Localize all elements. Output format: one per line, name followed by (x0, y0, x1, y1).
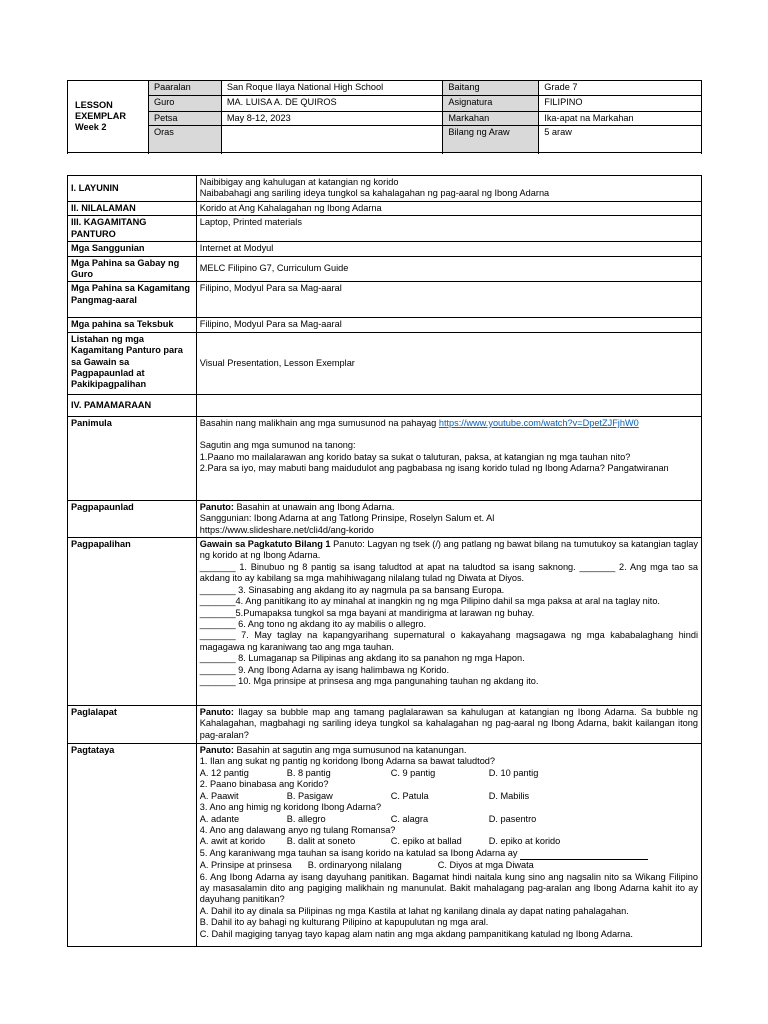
pangmag-value: Filipino, Modyul Para sa Mag-aaral (196, 282, 701, 318)
bilang-ng-araw-label: Bilang ng Araw (443, 126, 539, 153)
petsa-label: Petsa (148, 112, 221, 126)
gawain-item: _______ 7. May taglay na kapangyarihang supernatural o kakayahang magsagawa ng mga kababalaghang hindi magagawa ng karaniwang tao ang mga tauhan. (199, 630, 698, 652)
baitang-value: Grade 7 (539, 81, 702, 96)
lesson-plan-table (67, 175, 702, 947)
layunin-line-2: Naibabahagi ang sariling ideya tungkol sa kahalagahan ng pag-aaral ng Ibong Adarna (199, 188, 550, 199)
gawain-item: _______ 1. Binubuo ng 8 pantig sa isang taludtod at apat na taludtod sa isang saknong. _______ 2. Ang mga tao sa akdang ito ay kabilang sa mga mahihiwagang nilalang tulad ng Diwata at Diyos. (199, 561, 698, 584)
question-2: 2. Paano binabasa ang Korido? (199, 779, 329, 790)
kagamitan-label: III. KAGAMITANG PANTURO (68, 216, 197, 242)
gawain-item: _______ 3. Sinasabing ang akdang ito ay nagmula pa sa bansang Europa. (199, 584, 505, 595)
layunin-value (196, 176, 701, 202)
option: B. Pasigaw (286, 790, 333, 801)
pamamaraan-empty (196, 394, 701, 416)
gawain-item: _______4. Ang panitikang ito ay minahal at inangkin ng ng mga Pilipino dahil sa mga paksa at aral na taglay nito. (199, 596, 660, 607)
layunin-line-1: Naibibigay ang kahulugan at katangian ng korido (199, 177, 399, 187)
gawain-item: _______ 9. Ang Ibong Adarna ay isang halimbawa ng Korido. (199, 664, 450, 675)
option: B. allegro (286, 813, 326, 824)
question-4: 4. Ano ang dalawang anyo ng tulang Romansa? (199, 824, 396, 835)
option: D. 10 pantig (488, 767, 539, 778)
option: A. Prinsipe at prinsesa (199, 860, 292, 871)
listahan-label: Listahan ng mga Kagamitang Panturo para sa Gawain sa Pagpapaunlad at Pakikipagpalihan (68, 332, 197, 394)
gabay-label: Mga Pahina sa Gabay ng Guro (68, 256, 197, 282)
question-3: 3. Ano ang himig ng koridong Ibong Adarna? (199, 802, 382, 813)
exemplar-label: EXEMPLAR (75, 111, 127, 121)
layunin-label: I. LAYUNIN (68, 176, 197, 202)
guro-value: MA. LUISA A. DE QUIROS (221, 96, 443, 112)
option: A. 12 pantig (199, 767, 249, 778)
option: C. Patula (390, 790, 429, 801)
gabay-value: MELC Filipino G7, Curriculum Guide (196, 256, 701, 282)
sanggunian-value: Internet at Modyul (196, 242, 701, 256)
answer-blank[interactable] (520, 848, 648, 860)
kagamitan-value: Laptop, Printed materials (196, 216, 701, 242)
oras-value (221, 126, 443, 153)
question-6: 6. Ang Ibong Adarna ay isang dayuhang panitikan. Bagamat hindi naitala kung sino ang nagsalin nito sa Wikang Filipino ay masasalamin dito ang pagiging malikhain ng manunulat. Bakit mahalagang pag-aralan ang Ibong Adarna kahit ito ay dayuhang panitikan? (199, 871, 698, 905)
panuto-label: Panuto: (199, 501, 234, 512)
option: C. alagra (390, 813, 429, 824)
lesson-exemplar-label (68, 81, 149, 153)
option: C. Diyos at mga Diwata (437, 860, 534, 871)
question-6-option-a: A. Dahil ito ay dinala sa Pilipinas ng mga Kastila at lahat ng kanilang dinala ay dapat nating pahalagahan. (199, 905, 629, 916)
pagpapaunlad-value (196, 500, 701, 537)
pagpapalihan-label: Pagpapalihan (68, 538, 197, 706)
panimula-question-1: 1.Paano mo mailalarawan ang korido batay sa sukat o taluturan, paksa, at katangian ng mga tauhan nito? (199, 451, 631, 462)
pagpapaunlad-sanggunian: Sanggunian: Ibong Adarna at ang Tatlong Prinsipe, Roselyn Salum et. Al (199, 513, 495, 524)
option: B. 8 pantig (286, 767, 331, 778)
pamamaraan-label: IV. PAMAMARAAN (68, 394, 197, 416)
nilalaman-label: II. NILALAMAN (68, 202, 197, 216)
youtube-link[interactable]: https://www.youtube.com/watch?v=DpetZJFjhW0 (438, 417, 639, 428)
markahan-label: Markahan (443, 112, 539, 126)
spacer (200, 429, 698, 440)
option: B. dalit at soneto (286, 836, 356, 847)
option: D. Mabilis (488, 790, 530, 801)
slideshare-url: https://www.slideshare.net/cli4d/ang-korido (199, 524, 374, 535)
gawain-title: Gawain sa Pagkatuto Bilang 1 (199, 539, 331, 550)
panimula-question-intro: Sagutin ang mga sumunod na tanong: (199, 440, 356, 451)
question-1-options (200, 768, 698, 779)
question-5-options (200, 860, 698, 871)
option: C. 9 pantig (390, 767, 436, 778)
pagpapaunlad-label: Pagpapaunlad (68, 500, 197, 537)
question-1: 1. Ilan ang sukat ng pantig ng koridong Ibong Adarna sa bawat taludtod? (199, 756, 496, 767)
asignatura-value: FILIPINO (539, 96, 702, 112)
question-4-options (200, 836, 698, 847)
bilang-ng-araw-value: 5 araw (539, 126, 702, 153)
panimula-intro: Basahin nang malikhain ang mga sumusunod na pahayag (199, 417, 439, 428)
option: D. pasentro (488, 813, 537, 824)
gawain-item: _______ 8. Lumaganap sa Pilipinas ang akdang ito sa panahon ng mga Hapon. (199, 653, 525, 664)
teksbuk-value: Filipino, Modyul Para sa Mag-aaral (196, 318, 701, 332)
question-3-options (200, 814, 698, 825)
teksbuk-label: Mga pahina sa Teksbuk (68, 318, 197, 332)
lesson-label: LESSON (75, 99, 113, 110)
pagtataya-instruction: Basahin at sagutin ang mga sumusunod na katanungan. (233, 745, 467, 756)
gawain-item: _______ 10. Mga prinsipe at prinsesa ang mga pangunahing tauhan ng akdang ito. (199, 675, 539, 686)
pagtataya-value (196, 744, 701, 947)
markahan-value: Ika-apat na Markahan (539, 112, 702, 126)
sanggunian-label: Mga Sanggunian (68, 242, 197, 256)
question-2-options (200, 791, 698, 802)
paaralan-value: San Roque Ilaya National High School (221, 81, 443, 96)
option: A. Paawit (199, 790, 239, 801)
week-label: Week 2 (75, 122, 107, 133)
paglalapat-label: Paglalapat (68, 706, 197, 744)
baitang-label: Baitang (443, 81, 539, 96)
petsa-value: May 8-12, 2023 (221, 112, 443, 126)
paglalapat-instruction: Ilagay sa bubble map ang tamang paglalarawan sa kahulugan at katangian ng Ibong Adarna. Sa bubble ng Kahalagahan, magbahagi ng sariling ideya tungkol sa kahalagahan ng pag-aaral ng Ibong Adarna, bakit kailangan itong pag-aralan? (199, 707, 698, 740)
listahan-value: Visual Presentation, Lesson Exemplar (196, 332, 701, 394)
option: B. ordinaryong nilalang (307, 860, 402, 871)
panimula-question-2: 2.Para sa iyo, may mabuti bang maidudulot ang pagbabasa ng isang korido tulad ng Ibong Adarna? Pangatwiranan (199, 463, 669, 474)
panuto-label: Panuto: (199, 745, 234, 756)
oras-label: Oras (148, 126, 221, 153)
pagpapalihan-value (196, 538, 701, 706)
gawain-item: _______5.Pumapaksa tungkol sa mga bayani at mandirigma at larawan ng buhay. (199, 607, 535, 618)
question-6-option-b: B. Dahil ito ay bahagi ng kulturang Pilipino at kapupulutan ng mga aral. (199, 917, 489, 928)
panimula-value (196, 416, 701, 500)
pagtataya-label: Pagtataya (68, 744, 197, 947)
option: A. awit at korido (199, 836, 266, 847)
header-table (67, 80, 702, 153)
pagpapaunlad-instruction: Basahin at unawain ang Ibong Adarna. (233, 501, 395, 512)
question-5: 5. Ang karaniwang mga tauhan sa isang korido na katulad sa Ibong Adarna ay (199, 847, 521, 858)
asignatura-label: Asignatura (443, 96, 539, 112)
gawain-instruction: Panuto: Lagyan ng tsek (/) ang patlang ng bawat bilang na tumutukoy sa katangian taglay ng korido at ng Ibong Adarna. (199, 539, 698, 561)
nilalaman-value: Korido at Ang Kahalagahan ng Ibong Adarna (196, 202, 701, 216)
paglalapat-value (196, 706, 701, 744)
panimula-label: Panimula (68, 416, 197, 500)
question-6-option-c: C. Dahil magiging tanyag tayo kapag alam natin ang mga akdang pampanitikang katulad ng Ibong Adarna. (199, 928, 633, 939)
pangmag-label: Mga Pahina sa Kagamitang Pangmag-aaral (68, 282, 197, 318)
paaralan-label: Paaralan (148, 81, 221, 96)
option: C. epiko at ballad (390, 836, 462, 847)
option: A. adante (199, 813, 240, 824)
guro-label: Guro (148, 96, 221, 112)
panuto-label: Panuto: (199, 707, 234, 718)
gawain-item: _______ 6. Ang tono ng akdang ito ay mabilis o allegro. (199, 618, 427, 629)
option: D. epiko at korido (488, 836, 561, 847)
